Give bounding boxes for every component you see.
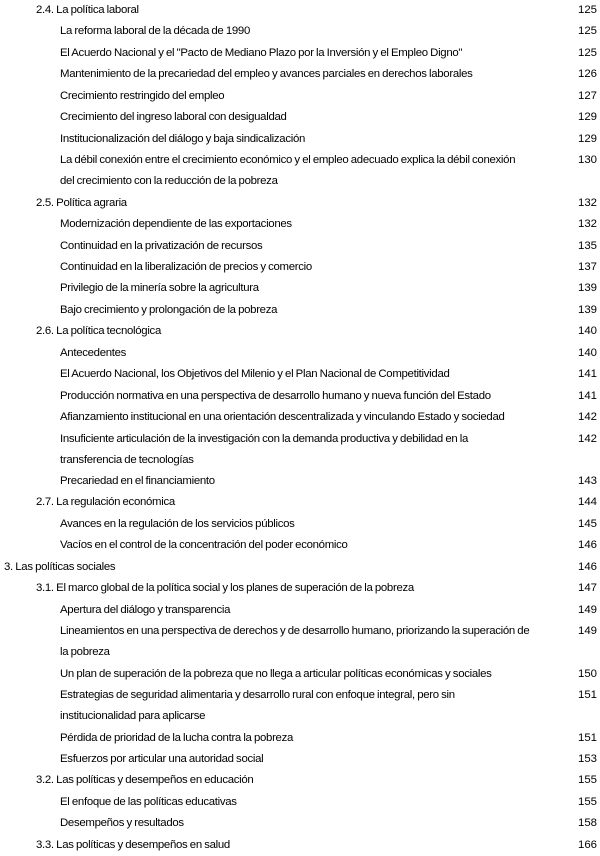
toc-entry-title: Privilegio de la minería sobre la agricultura: [60, 282, 259, 295]
toc-entry: [0, 43, 600, 64]
toc-entry-page-number: 132: [577, 218, 597, 231]
toc-entry-page-number: 141: [577, 389, 597, 402]
toc-entry-page-number: 166: [577, 838, 597, 851]
toc-entry: [0, 728, 600, 749]
toc-entry-title: 2.6. La política tecnológica: [36, 325, 161, 338]
toc-entry-page-number: 150: [577, 667, 597, 680]
toc-entry-page-number: 129: [577, 111, 597, 124]
toc-entry: [0, 214, 600, 235]
toc-entry-page-number: 151: [577, 731, 597, 744]
toc-entry-title: Precariedad en el financiamiento: [60, 475, 215, 487]
toc-entry: [0, 749, 600, 770]
toc-entry: [0, 813, 600, 834]
toc-entry: [0, 429, 600, 471]
toc-entry: [0, 343, 600, 364]
toc-entry-page-number: 158: [577, 817, 597, 830]
toc-entry-title: Mantenimiento de la precariedad del empleo y avances parciales en derechos laborales: [60, 68, 473, 81]
toc-entry-title: La débil conexión entre el crecimiento económico y el empleo adecuado explica la débil conexión del crecimiento con la reducción de la pobreza: [60, 154, 516, 188]
toc-entry-page-number: 151: [577, 689, 597, 702]
toc-entry-title: 3.3. Las políticas y desempeños en salud: [36, 838, 230, 851]
toc-entry-title: Modernización dependiente de las exportaciones: [60, 218, 292, 231]
toc-entry: [0, 621, 600, 663]
toc-entry-title: Antecedentes: [60, 346, 127, 359]
toc-entry: [0, 471, 600, 492]
toc-entry-title: Crecimiento del ingreso laboral con desigualdad: [60, 111, 287, 124]
toc-entry-title: Desempeños y resultados: [60, 817, 184, 830]
toc-entry: [0, 535, 600, 556]
toc-entry-page-number: 140: [577, 346, 597, 359]
toc-entry: [0, 0, 600, 21]
toc-entry-title: Continuidad en la privatización de recursos: [60, 239, 263, 252]
toc-entry: [0, 107, 600, 128]
toc-entry-title: Esfuerzos por articular una autoridad social: [60, 752, 264, 765]
toc-entry: [0, 236, 600, 257]
toc-entry-page-number: 142: [577, 432, 597, 445]
toc-entry-page-number: 125: [577, 4, 597, 16]
toc-entry-page-number: 130: [577, 154, 597, 167]
toc-entry: [0, 364, 600, 385]
toc-entry: [0, 193, 600, 214]
toc-entry-page-number: 149: [577, 603, 597, 616]
toc-entry: [0, 300, 600, 321]
toc-entry: [0, 386, 600, 407]
toc-entry-title: Apertura del diálogo y transparencia: [60, 603, 231, 616]
toc-entry-page-number: 142: [577, 411, 597, 424]
toc-entry-title: La reforma laboral de la década de 1990: [60, 25, 250, 38]
toc-entry-page-number: 146: [577, 539, 597, 552]
toc-entry: [0, 770, 600, 791]
toc-entry-title: Bajo crecimiento y prolongación de la pobreza: [60, 303, 278, 316]
toc-entry: [0, 129, 600, 150]
toc-entry-page-number: 143: [577, 475, 597, 487]
toc-entry-title: Avances en la regulación de los servicios públicos: [60, 517, 295, 530]
toc-entry: [0, 257, 600, 278]
toc-entry-title: Afianzamiento institucional en una orientación descentralizada y vinculando Estado y sociedad: [60, 411, 505, 424]
toc-entry-page-number: 139: [577, 303, 597, 316]
toc-entry-page-number: 149: [577, 625, 597, 638]
toc-entry: [0, 492, 600, 513]
toc-entry: [0, 150, 600, 192]
toc-entry-title: Institucionalización del diálogo y baja sindicalización: [60, 132, 306, 145]
toc-entry: [0, 21, 600, 42]
toc-entry: [0, 407, 600, 428]
toc-entry-page-number: 127: [577, 89, 597, 102]
toc-entry-title: 2.7. La regulación económica: [36, 496, 175, 509]
toc-entry: [0, 278, 600, 299]
toc-entry-page-number: 153: [577, 752, 597, 765]
toc-entry-title: El Acuerdo Nacional, los Objetivos del Milenio y el Plan Nacional de Competitividad: [60, 368, 450, 381]
toc-entry-page-number: 145: [577, 517, 597, 530]
toc-entry-page-number: 139: [577, 282, 597, 295]
toc-entry-title: Estrategias de seguridad alimentaria y desarrollo rural con enfoque integral, pero sin institucionalidad para aplicarse: [60, 689, 455, 723]
toc-entry-page-number: 155: [577, 795, 597, 808]
toc-entry-page-number: 125: [577, 25, 597, 38]
toc-entry-title: Producción normativa en una perspectiva de desarrollo humano y nueva función del Estado: [60, 389, 491, 402]
toc-entry-title: Continuidad en la liberalización de precios y comercio: [60, 260, 312, 273]
toc-entry-page-number: 126: [577, 68, 597, 81]
toc-entry-page-number: 140: [577, 325, 597, 338]
toc-entry: [0, 514, 600, 535]
toc-entry-page-number: 147: [577, 582, 597, 595]
toc-entry-title: Pérdida de prioridad de la lucha contra la pobreza: [60, 731, 294, 744]
toc-entry: [0, 64, 600, 85]
toc-entry: [0, 835, 600, 856]
toc-entry: [0, 600, 600, 621]
toc-entry-page-number: 137: [577, 260, 597, 273]
toc-entry-page-number: 144: [577, 496, 597, 509]
toc-entry-title: 3.2. Las políticas y desempeños en educación: [36, 774, 254, 787]
toc-entry-title: Un plan de superación de la pobreza que no llega a articular políticas económicas y sociales: [60, 667, 492, 680]
toc-entry-title: Insuficiente articulación de la investigación con la demanda productiva y debilidad en la transferencia de tecnologías: [60, 432, 469, 466]
toc-entry-page-number: 125: [577, 46, 597, 59]
toc-entry-title: 2.5. Política agraria: [36, 196, 127, 209]
toc-entry: [0, 664, 600, 685]
toc-entry-title: 3.1. El marco global de la política social y los planes de superación de la pobreza: [36, 582, 414, 595]
toc-entry-page-number: 155: [577, 774, 597, 787]
toc-entry-page-number: 132: [577, 196, 597, 209]
toc-entry-title: El Acuerdo Nacional y el "Pacto de Mediano Plazo por la Inversión y el Empleo Digno": [60, 46, 463, 59]
toc-entry: [0, 86, 600, 107]
toc-entry-title: El enfoque de las políticas educativas: [60, 795, 237, 808]
toc-entry-page-number: 135: [577, 239, 597, 252]
toc-entry: [0, 557, 600, 578]
toc-entry-title: Lineamientos en una perspectiva de derechos y de desarrollo humano, priorizando la superación de la pobreza: [60, 625, 530, 659]
toc-entry: [0, 685, 600, 727]
toc-entry-page-number: 141: [577, 368, 597, 381]
toc-entry: [0, 578, 600, 599]
toc-entry: [0, 321, 600, 342]
toc-entry-title: 3. Las políticas sociales: [4, 560, 116, 573]
toc-entry: [0, 792, 600, 813]
toc-entry-title: 2.4. La política laboral: [36, 4, 139, 16]
toc-entry-title: Crecimiento restringido del empleo: [60, 89, 225, 102]
toc-entry-title: Vacíos en el control de la concentración del poder económico: [60, 539, 348, 552]
toc-entry-page-number: 146: [577, 560, 597, 573]
toc-entry-page-number: 129: [577, 132, 597, 145]
